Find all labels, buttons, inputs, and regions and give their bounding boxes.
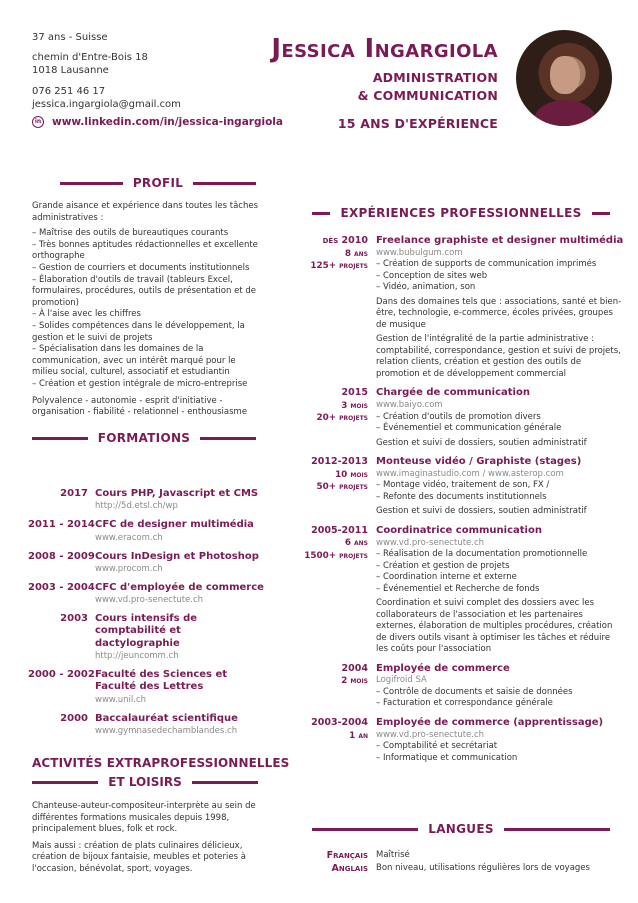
formation-date: 2017 xyxy=(60,488,88,499)
street-address: chemin d'Entre-Bois 18 xyxy=(32,52,148,64)
formations-heading-label: FORMATIONS xyxy=(97,431,191,445)
heading-rule xyxy=(200,437,256,440)
photo-shoulder xyxy=(534,100,596,126)
experience-bullet: – Conception de sites web xyxy=(376,270,488,281)
experience-title: Employée de commerce xyxy=(376,662,510,674)
experience-bullet: – Informatique et communication xyxy=(376,752,518,763)
experience-bullet: – Événementiel et communication générale xyxy=(376,423,562,434)
formation-item xyxy=(28,488,268,512)
profil-item: – Création et gestion intégrale de micro-entreprise xyxy=(32,378,248,389)
profil-heading xyxy=(60,176,256,190)
activities-body xyxy=(32,801,260,881)
city-address: 1018 Lausanne xyxy=(32,65,109,77)
experience-item xyxy=(300,717,616,764)
experience-link[interactable]: www.vd.pro-senectute.ch xyxy=(376,537,485,548)
heading-rule xyxy=(193,182,256,185)
language-row xyxy=(300,862,616,875)
experiences-list xyxy=(300,235,624,771)
formations-heading xyxy=(32,431,256,445)
experience-link[interactable]: www.vd.pro-senectute.ch xyxy=(376,729,485,740)
formation-date: 2003 xyxy=(60,613,88,625)
experience-duration: 3 mois xyxy=(341,400,368,411)
activities-paragraph: Mais aussi : création de plats culinaires délicieux, création de bijoux fantaisie, meubles et poteries à l'occasion, bénévolat, sport, voyages. xyxy=(32,840,246,874)
phone-number: 076 251 46 17 xyxy=(32,85,106,97)
formation-date: 2000 xyxy=(60,712,88,724)
formation-title: Faculté des Sciences et Faculté des Lettres xyxy=(95,669,228,693)
experience-title: Monteuse vidéo / Graphiste (stages) xyxy=(376,456,582,468)
profil-item: – Élaboration d'outils de travail (tableurs Excel, formulaires, procédures, outils de présentation et de promotion) xyxy=(32,274,256,308)
profil-item: – À l'aise avec les chiffres xyxy=(32,309,141,320)
formation-link[interactable]: www.gymnasedechamblandes.ch xyxy=(95,725,238,736)
experience-item xyxy=(300,235,624,380)
candidate-name: Jessica Ingargiola xyxy=(271,34,498,64)
formation-link[interactable]: www.unil.ch xyxy=(95,694,147,705)
job-title-line2: & COMMUNICATION xyxy=(357,88,498,103)
experience-bullet: – Création de supports de communication imprimés xyxy=(376,259,597,270)
profil-body xyxy=(32,201,260,423)
formation-link[interactable]: www.vd.pro-senectute.ch xyxy=(95,595,204,606)
formation-item xyxy=(28,582,268,606)
heading-rule xyxy=(192,781,258,784)
experience-bullet: – Événementiel et Recherche de fonds xyxy=(376,583,540,594)
experience-bullet: – Réalisation de la documentation promotionnelle xyxy=(376,549,588,560)
experience-years: 15 ANS D'EXPÉRIENCE xyxy=(337,116,498,131)
heading-rule xyxy=(592,212,610,215)
formation-link[interactable]: www.eracom.ch xyxy=(95,532,163,543)
experience-projects: 20+ projets xyxy=(316,413,368,424)
formation-item xyxy=(28,613,268,662)
experience-bullet: – Vidéo, animation, son xyxy=(376,282,476,293)
activities-heading xyxy=(32,756,290,789)
experience-item xyxy=(300,663,616,710)
experience-paragraph: Gestion de l'intégralité de la partie administrative : comptabilité, correspondance, gestion et suivi de projets, relation clients, création et gestion des outils de promotion et de développement commercial xyxy=(376,334,621,379)
experience-title: Employée de commerce (apprentissage) xyxy=(376,716,604,728)
formation-link[interactable]: www.procom.ch xyxy=(95,563,163,574)
experience-duration: 1 an xyxy=(349,730,368,741)
language-name: Français xyxy=(326,850,368,861)
profil-qualities: Polyvalence - autonomie - esprit d'initiative - organisation - fiabilité - relationnel - enthousiasme xyxy=(32,395,248,418)
age-nationality: 37 ans - Suisse xyxy=(32,32,108,43)
formation-item xyxy=(28,551,268,575)
heading-rule xyxy=(32,781,98,784)
experience-item xyxy=(300,525,616,656)
experience-paragraph: Gestion et suivi de dossiers, soutien administratif xyxy=(376,506,587,517)
experience-title: Chargée de communication xyxy=(376,387,530,399)
experience-bullet: – Comptabilité et secrétariat xyxy=(376,741,498,752)
experience-projects: 50+ projets xyxy=(316,482,368,493)
experiences-heading-label: EXPÉRIENCES PROFESSIONNELLES xyxy=(340,206,582,220)
formations-list xyxy=(28,488,268,744)
formation-title: Cours PHP, Javascript et CMS xyxy=(95,488,259,499)
experience-paragraph: Dans des domaines tels que : associations, santé et bien-être, technologie, e-commerce, écoles privées, groupes de musique xyxy=(376,296,622,330)
language-name: Anglais xyxy=(331,863,368,874)
profil-item: – Solides compétences dans le développement, la gestion et le suivi de projets xyxy=(32,320,245,343)
language-level: Bon niveau, utilisations régulières lors de voyages xyxy=(376,863,590,873)
heading-rule xyxy=(312,212,330,215)
formation-item xyxy=(28,669,268,706)
formation-date: 2000 - 2002 xyxy=(28,669,95,681)
experience-date: dès 2010 xyxy=(322,235,368,246)
formation-date: 2008 - 2009 xyxy=(28,550,95,562)
experience-paragraph: Coordination et suivi complet des dossiers avec les collaborateurs de l'association et les partenaires externes, élaboration de multiples procédures, création de divers outils visant à optimiser les tâches et réduire les coûts pour l'association xyxy=(376,598,613,655)
formation-title: Cours InDesign et Photoshop xyxy=(95,550,259,562)
formation-title: Cours intensifs de comptabilité et dactylographie xyxy=(95,613,198,649)
experience-item xyxy=(300,387,616,449)
experience-bullet: – Contrôle de documents et saisie de données xyxy=(376,686,573,697)
profil-item: – Gestion de courriers et documents institutionnels xyxy=(32,262,250,273)
formation-date: 2003 - 2004 xyxy=(28,581,95,593)
experience-link[interactable]: www.imaginastudio.com / www.asterop.com xyxy=(376,468,564,479)
profil-item: – Spécialisation dans les domaines de la communication, avec un intérêt marqué pour le milieu social, culturel, associatif et estudiantin xyxy=(32,344,236,378)
experience-bullet: – Création d'outils de promotion divers xyxy=(376,411,541,422)
heading-rule xyxy=(32,437,88,440)
job-title-line1: ADMINISTRATION xyxy=(372,70,498,85)
profile-photo xyxy=(516,30,612,126)
experience-date: 2015 xyxy=(341,387,368,399)
experience-date: 2004 xyxy=(341,662,368,674)
experience-duration: 8 ans xyxy=(344,248,368,259)
formation-item xyxy=(28,713,268,737)
experience-bullet: – Coordination interne et externe xyxy=(376,572,517,583)
language-level: Maîtrisé xyxy=(376,850,410,860)
experience-projects: 125+ projets xyxy=(310,261,368,272)
experience-title: Coordinatrice communication xyxy=(376,524,542,536)
langues-list xyxy=(300,849,616,875)
linkedin-icon: in xyxy=(32,116,44,128)
experience-duration: 10 mois xyxy=(335,469,368,480)
heading-rule xyxy=(504,828,610,831)
langues-heading-label: LANGUES xyxy=(428,822,494,836)
email-address[interactable]: jessica.ingargiola@gmail.com xyxy=(32,98,181,110)
linkedin-row xyxy=(32,116,283,128)
formation-link[interactable]: http://jeuncomm.ch xyxy=(95,651,179,662)
activities-paragraph: Chanteuse-auteur-compositeur-interprète au sein de différentes formations musicales depuis 1998, principalement blues, folk et rock. xyxy=(32,801,256,835)
experience-date: 2012-2013 xyxy=(311,456,368,468)
experience-title: Freelance graphiste et designer multimédia xyxy=(376,235,624,246)
linkedin-link[interactable]: www.linkedin.com/in/jessica-ingargiola xyxy=(52,116,283,128)
photo-face xyxy=(550,56,580,94)
formation-date: 2011 - 2014 xyxy=(28,519,95,531)
experience-duration: 2 mois xyxy=(341,676,368,687)
langues-heading xyxy=(312,822,610,836)
formation-title: Baccalauréat scientifique xyxy=(95,712,238,724)
experience-link[interactable]: www.bubulgum.com xyxy=(376,247,463,258)
activities-heading-line2: ET LOISIRS xyxy=(108,775,182,789)
activities-heading-line1: ACTIVITÉS EXTRAPROFESSIONNELLES xyxy=(32,756,290,770)
formation-title: CFC de designer multimédia xyxy=(95,519,254,531)
experience-bullet: – Création et gestion de projets xyxy=(376,560,510,571)
experience-link: Logifroid SA xyxy=(376,675,427,686)
experience-paragraph: Gestion et suivi de dossiers, soutien administratif xyxy=(376,437,587,448)
experience-item xyxy=(300,456,616,518)
experience-link[interactable]: www.baiyo.com xyxy=(376,400,443,411)
formation-link[interactable]: http://5d.etsl.ch/wp xyxy=(95,501,178,512)
formation-item xyxy=(28,519,268,543)
experience-date: 2005-2011 xyxy=(311,524,368,536)
contact-info xyxy=(32,31,272,111)
profil-heading-label: PROFIL xyxy=(132,176,184,190)
experience-projects: 1500+ projets xyxy=(304,551,368,562)
profil-item: – Maîtrise des outils de bureautiques courants xyxy=(32,228,229,239)
profil-item: – Très bonnes aptitudes rédactionnelles et excellente orthographe xyxy=(32,239,258,262)
language-row xyxy=(300,849,616,862)
profil-intro: Grande aisance et expérience dans toutes les tâches administratives : xyxy=(32,201,258,223)
experience-bullet: – Facturation et correspondance générale xyxy=(376,698,553,709)
heading-rule xyxy=(312,828,418,831)
experience-date: 2003-2004 xyxy=(311,716,368,728)
experiences-heading xyxy=(312,206,610,220)
formation-title: CFC d'employée de commerce xyxy=(95,581,264,593)
experience-duration: 6 ans xyxy=(344,538,368,549)
heading-rule xyxy=(60,182,123,185)
experience-bullet: – Montage vidéo, traitement de son, FX / xyxy=(376,480,550,491)
experience-bullet: – Refonte des documents institutionnels xyxy=(376,491,547,502)
